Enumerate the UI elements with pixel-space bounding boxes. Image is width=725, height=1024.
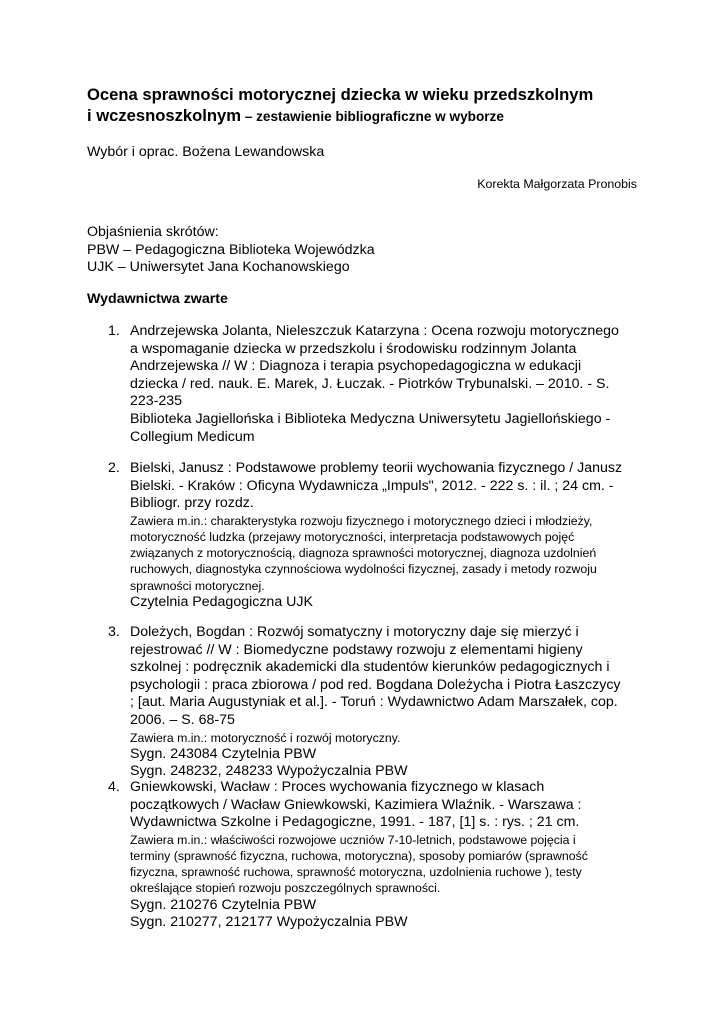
note-line: ruchowych, diagnostyka czynnościowa wydolności fizycznej, zasady i metody rozwoju <box>130 562 597 577</box>
note-line: motoryczność ludzka (przejawy motoryczności, interpretacja podstawowych pojęć <box>130 529 575 544</box>
title-subtitle: – zestawienie bibliograficzne w wyborze <box>241 109 504 124</box>
note-line: sprawności motorycznej. <box>130 578 265 593</box>
entry-number: 4. <box>108 779 120 795</box>
entry-line: Andrzejewska Jolanta, Nieleszczuk Katarzyna : Ocena rozwoju motorycznego <box>130 323 619 339</box>
entry-location: Sygn. 248232, 248233 Wypożyczalnia PBW <box>130 763 408 780</box>
entry-location: Sygn. 210277, 212177 Wypożyczalnia PBW <box>130 914 408 931</box>
entry-line: rejestrować // W : Biomedyczne podstawy rozwoju z elementami higieny <box>130 641 583 658</box>
abbreviation-item: PBW – Pedagogiczna Biblioteka Wojewódzka <box>87 241 375 258</box>
entry-line: a wspomaganie dziecka w przedszkolu i środowisku rodzinnym Jolanta <box>130 340 577 357</box>
section-heading: Wydawnictwa zwarte <box>87 291 228 307</box>
title-line-2-text: i wczesnoszkolnym <box>87 106 242 125</box>
entry-line: Wydawnictwa Szkolne i Pedagogiczne, 1991. - 187, [1] s. : rys. ; 21 cm. <box>130 814 580 831</box>
entry-number: 2. <box>108 460 120 476</box>
entry-line: Bibliogr. przy rozdz. <box>130 495 254 512</box>
entry-line: Andrzejewska // W : Diagnoza i terapia psychopedagogiczna w edukacji <box>130 358 582 375</box>
entry-body <box>130 779 643 932</box>
bibliography-entry <box>108 323 643 446</box>
entry-line: Gniewkowski, Wacław : Proces wychowania fizycznego w klasach <box>130 779 545 795</box>
note-line: związanych z motorycznością, diagnoza sprawności motorycznej, diagnoza uzdolnień <box>130 546 597 561</box>
entry-line: szkolnej : podręcznik akademicki dla studentów kierunków pedagogicznych i <box>130 659 610 676</box>
entry-note <box>130 730 643 746</box>
entry-note <box>130 832 643 897</box>
entry-number: 1. <box>108 323 120 339</box>
corrector-credit: Korekta Małgorzata Pronobis <box>477 177 637 191</box>
entry-line: ; [aut. Maria Augustyniak et al.]. - Toruń : Wydawnictwo Adam Marszałek, cop. <box>130 694 618 711</box>
entry-location: Collegium Medicum <box>130 428 255 445</box>
bibliography-entry <box>108 460 643 611</box>
entry-line: Bielski. - Kraków : Oficyna Wydawnicza „Impuls", 2012. - 222 s. : il. ; 24 cm. - <box>130 477 614 494</box>
entry-note <box>130 513 643 594</box>
entry-body <box>130 460 643 611</box>
compiler-credit: Wybór i oprac. Bożena Lewandowska <box>87 144 325 160</box>
note-line: Zawiera m.in.: motoryczność i rozwój motoryczny. <box>130 730 401 745</box>
bibliography-entry <box>108 624 643 781</box>
title-line-1: Ocena sprawności motorycznej dziecka w wieku przedszkolnym <box>87 85 594 104</box>
bibliography-entry <box>108 779 643 932</box>
note-line: określające stopień rozwoju poszczególnych sprawności. <box>130 881 441 896</box>
entry-location: Biblioteka Jagiellońska i Biblioteka Medyczna Uniwersytetu Jagiellońskiego - <box>130 410 611 427</box>
abbreviations-block <box>87 224 375 277</box>
entry-location: Czytelnia Pedagogiczna UJK <box>130 593 313 610</box>
note-line: Zawiera m.in.: właściwości rozwojowe uczniów 7-10-letnich, podstawowe pojęcia i <box>130 832 576 847</box>
note-line: Zawiera m.in.: charakterystyka rozwoju fizycznego i motorycznego dzieci i młodzieży, <box>130 513 593 528</box>
entry-number: 3. <box>108 624 120 640</box>
entry-location: Sygn. 210276 Czytelnia PBW <box>130 896 317 913</box>
title-line-2 <box>87 105 687 127</box>
entry-location: Sygn. 243084 Czytelnia PBW <box>130 745 317 762</box>
entry-line: 2006. – S. 68-75 <box>130 711 235 728</box>
entry-line: psychologii : praca zbiorowa / pod red. Bogdana Doleżycha i Piotra Łaszczycy <box>130 676 621 693</box>
note-line: fizyczna, sprawność ruchowa, sprawność motoryczna, uzdolnienia ruchowe ), testy <box>130 865 582 880</box>
document-title <box>87 84 687 127</box>
abbreviations-heading: Objaśnienia skrótów: <box>87 224 219 240</box>
abbreviation-item: UJK – Uniwersytet Jana Kochanowskiego <box>87 259 350 276</box>
entry-line: Bielski, Janusz : Podstawowe problemy teorii wychowania fizycznego / Janusz <box>130 460 623 476</box>
entry-body <box>130 624 643 781</box>
entry-line: początkowych / Wacław Gniewkowski, Kazimiera Wlaźnik. - Warszawa : <box>130 796 582 813</box>
entry-line: Doleżych, Bogdan : Rozwój somatyczny i motoryczny daje się mierzyć i <box>130 624 579 640</box>
entry-line: 223-235 <box>130 393 183 410</box>
note-line: terminy (sprawność fizyczna, ruchowa, motoryczna), sposoby pomiarów (sprawność <box>130 848 588 863</box>
entry-body <box>130 323 643 446</box>
entry-line: dziecka / red. nauk. E. Marek, J. Łuczak. - Piotrków Trybunalski. – 2010. - S. <box>130 375 610 392</box>
